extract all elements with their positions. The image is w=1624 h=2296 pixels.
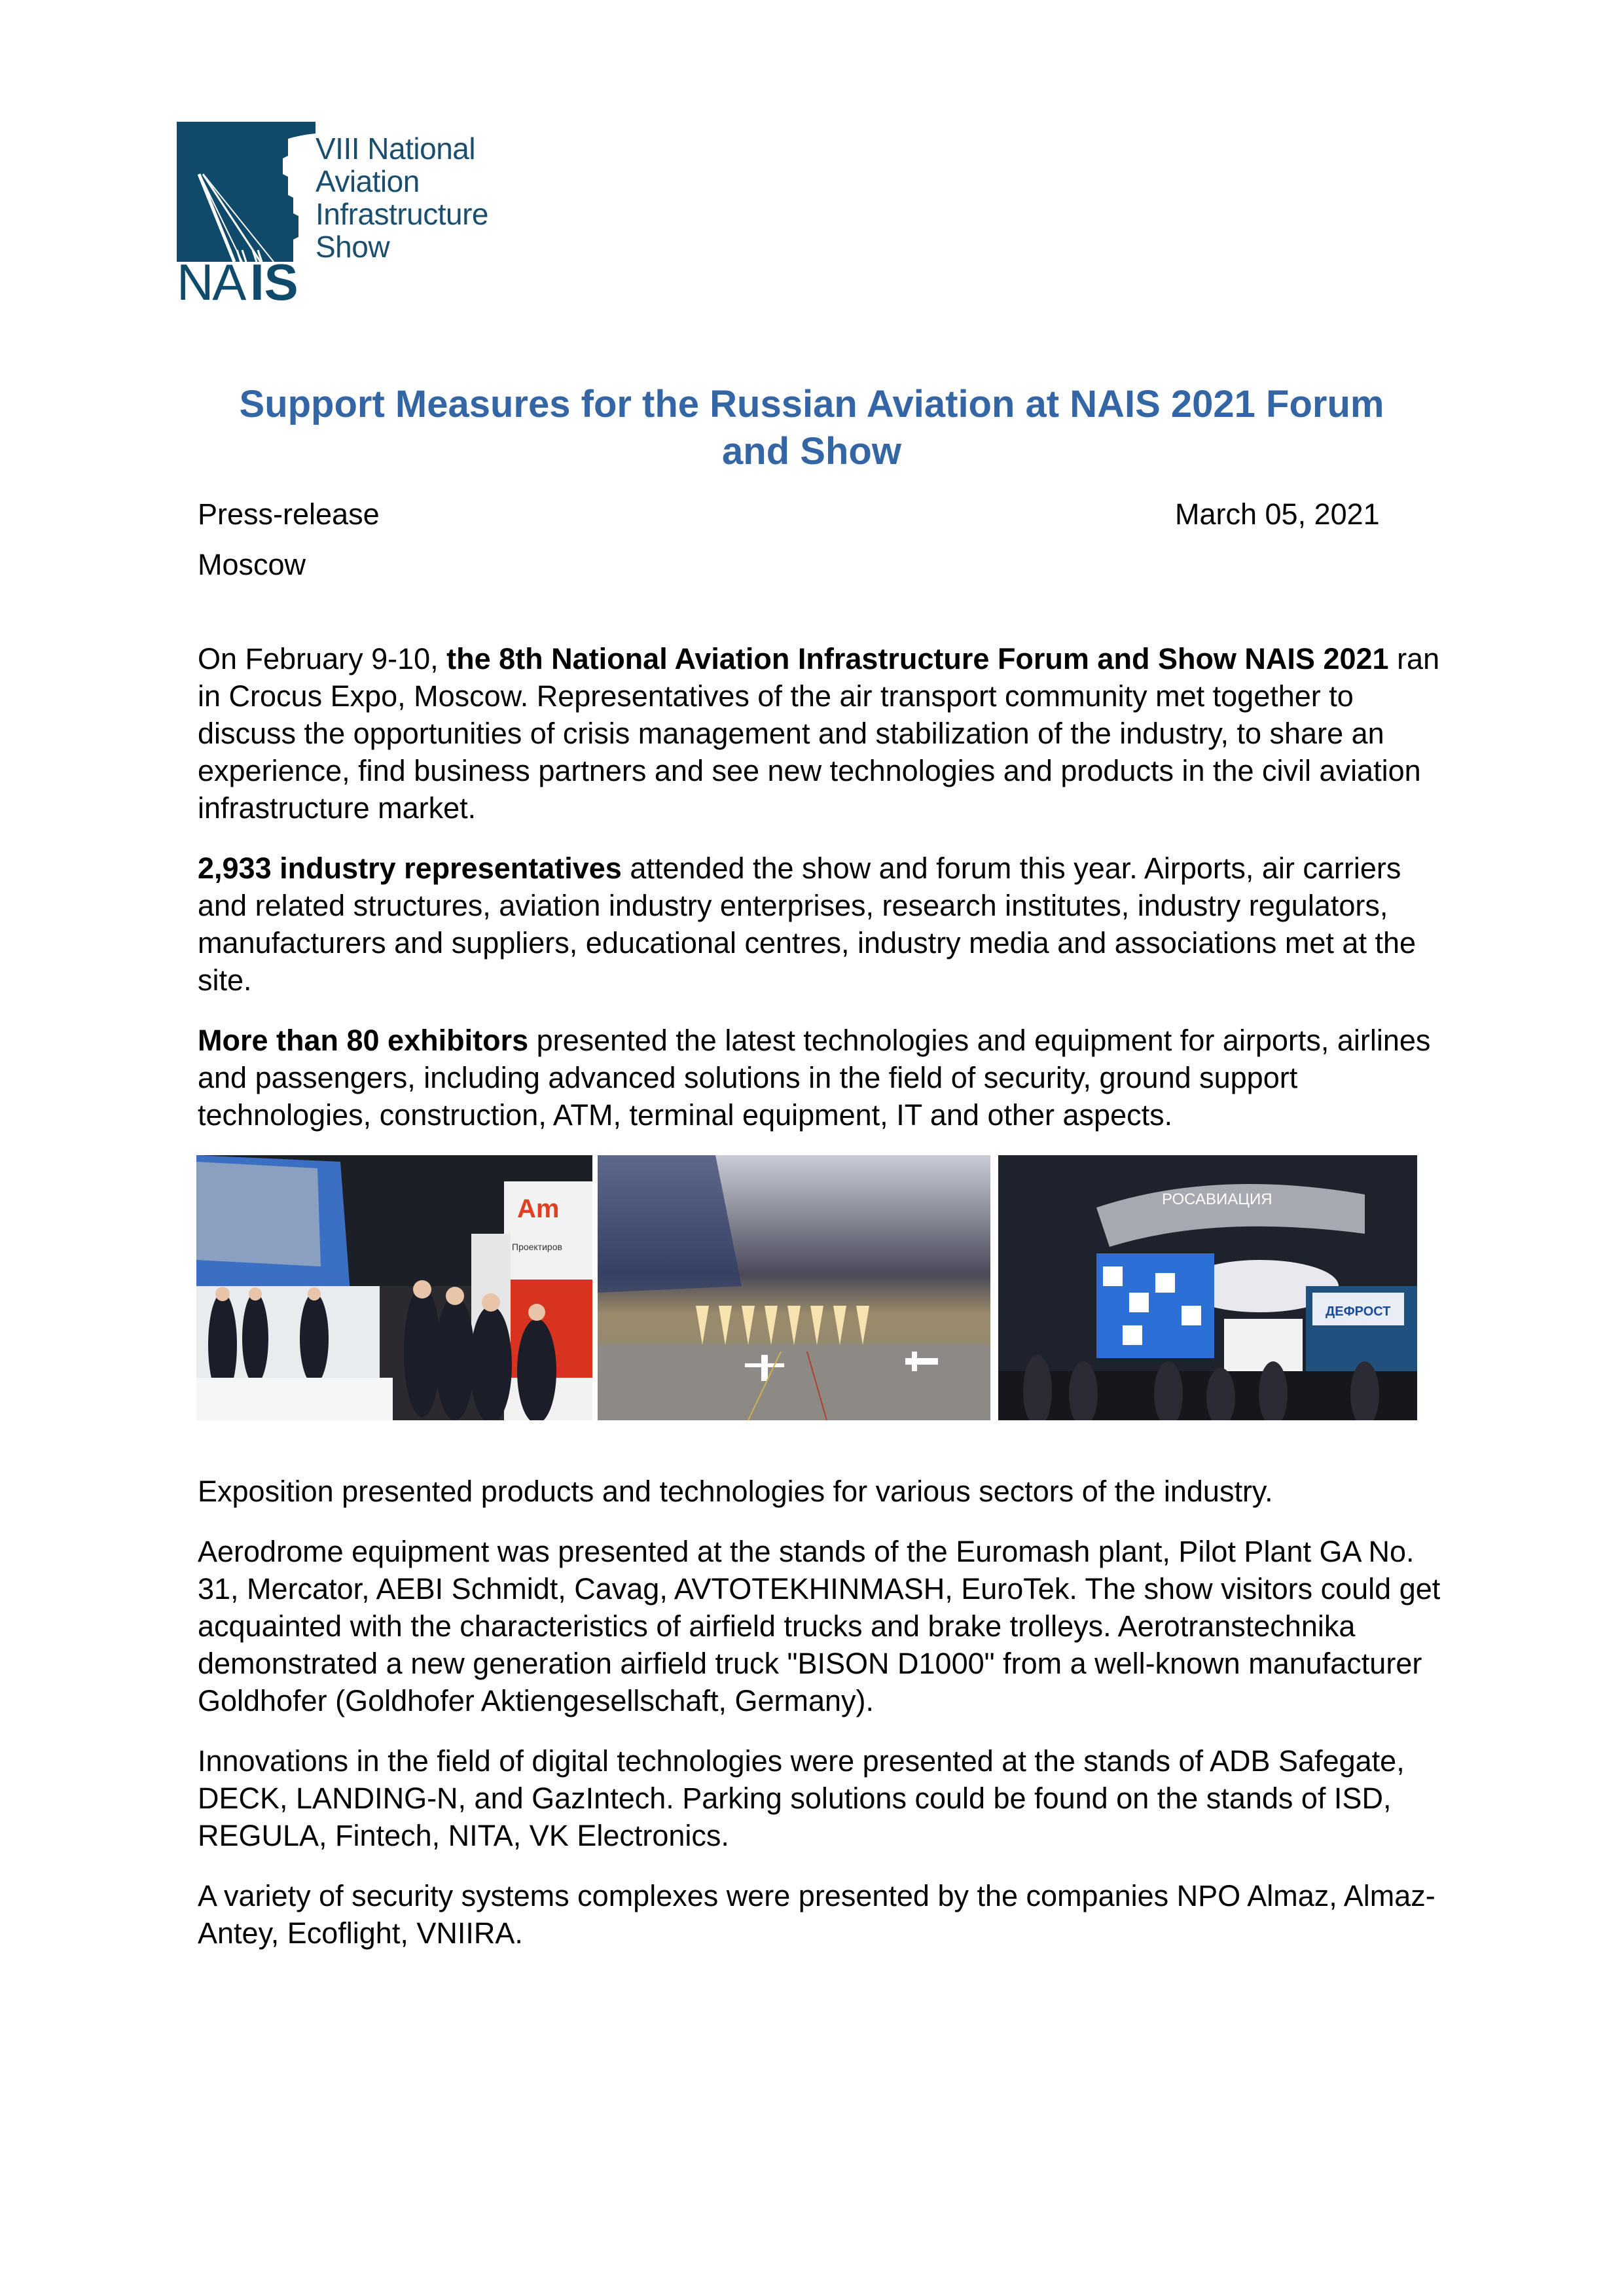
title-line-1: Support Measures for the Russian Aviation at NAIS 2021 Forum (239, 383, 1384, 425)
text-segment: presented the latest technologies and equipment for airports, airlines and passengers, including advanced solutions in the field of security, ground support technologies, construction, ATM, terminal equipment, IT and other aspects. (198, 1024, 1431, 1132)
text-segment: ran in Crocus Expo, Moscow. Representatives of the air transport community met together to discuss the opportunities of crisis management and stabilization of the industry, to share an experience, find business partners and see new technologies and products in the civil aviation infrastructure market. (198, 642, 1440, 825)
document-type: Press-release (198, 497, 380, 531)
paragraph-attendance (198, 850, 1441, 999)
paragraph-event-intro (198, 640, 1441, 827)
paragraph-exposition: Exposition presented products and technologies for various sectors of the industry. (198, 1475, 1273, 1508)
logo-line: Infrastructure (316, 197, 488, 231)
logo-line: Show (316, 230, 390, 264)
paragraph-digital-technologies: Innovations in the field of digital technologies were presented at the stands of ADB Safegate, DECK, LANDING-N, and GazIntech. Parking solutions could be found on the stands of ISD, REGULA, Fintech, NITA, VK Electronics. (198, 1744, 1405, 1852)
logo-na: NA (177, 253, 245, 302)
logo-line: VIII National (316, 132, 476, 166)
paragraph-security-systems: A variety of security systems complexes were presented by the companies NPO Almaz, Almaz-Antey, Ecoflight, VNIIRA. (198, 1879, 1435, 1950)
logo-is: IS (250, 253, 298, 302)
photo-airport-model (598, 1155, 990, 1420)
photo-sign: РОСАВИАЦИЯ (1162, 1191, 1272, 1208)
photo-exhibition-hall (196, 1155, 592, 1420)
intro-paragraphs (198, 640, 1441, 1157)
logo-wordmark (316, 132, 488, 263)
photo-sign: Am (517, 1194, 560, 1223)
photo-sign-sub: Проектиров (512, 1242, 562, 1252)
photo-rosaviatsia-stand (998, 1155, 1417, 1420)
page-title (196, 381, 1427, 475)
highlight-exhibitors: More than 80 exhibitors (198, 1024, 529, 1057)
release-date: March 05, 2021 (1175, 497, 1380, 531)
nais-logo-mark (177, 122, 316, 302)
photo-sign-sub: ДЕФРОСТ (1326, 1304, 1391, 1319)
nais-logo (177, 122, 517, 305)
paragraph-aerodrome-equipment: Aerodrome equipment was presented at the stands of the Euromash plant, Pilot Plant GA No. 31, Mercator, AEBI Schmidt, Cavag, AVTOTEKHINMASH, EuroTek. The show visitors could get acquainted with the characteristics of airfield trucks and brake trolleys. Aerotranstechnika demonstrated a new generation airfield truck "BISON D1000" from a well-known manufacturer Goldhofer (Goldhofer Aktiengesellschaft, Germany). (198, 1535, 1441, 1717)
paragraph-exhibitors (198, 1022, 1441, 1134)
logo-line: Aviation (316, 164, 420, 198)
highlight-attendance: 2,933 industry representatives (198, 852, 622, 885)
exposition-paragraphs (198, 1473, 1441, 1975)
text-segment: On February 9-10, (198, 642, 447, 675)
dateline-city: Moscow (198, 548, 306, 581)
title-line-2: and Show (722, 430, 901, 473)
text-segment: attended the show and forum this year. Airports, air carriers and related structures, aviation industry enterprises, research institutes, industry regulators, manufacturers and suppliers, educational centres, industry media and associations met at the site. (198, 852, 1416, 997)
highlight-event-name: the 8th National Aviation Infrastructure Forum and Show NAIS 2021 (446, 642, 1389, 675)
